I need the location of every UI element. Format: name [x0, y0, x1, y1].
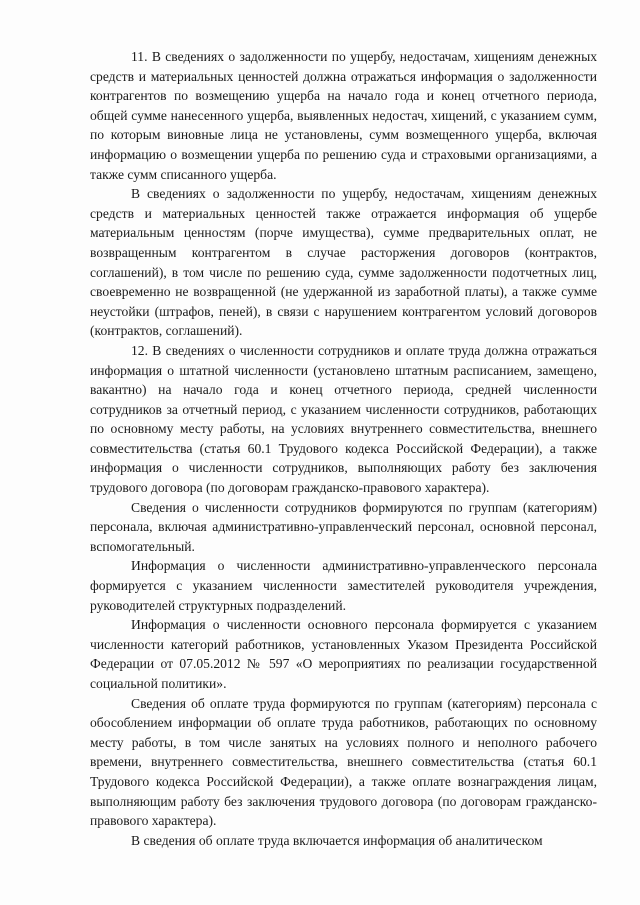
paragraph-pay-info: Сведения об оплате труда формируются по группам (категориям) персонала с обособлением информации об оплате труда работников, работающих по основному месту работы, в том числе занятых на условиях полного и неполного рабочего времени, внутреннего совместительства, внешнего совместительства (статья 60.1 Трудового кодекса Российской Федерации), а также оплате вознаграждения лицам, выполняющим работу без заключения трудового договора (по договорам гражданско-правового характера). [90, 695, 597, 829]
paragraph-staff-count: 12. В сведениях о численности сотрудников и оплате труда должна отражаться информация о штатной численности (установлено штатным расписанием, замещено, вакантно) на начало года и конец отчетного периода, средней численности сотрудников за отчетный период, с указанием численности сотрудников, работающих по основному месту работы, на условиях внутреннего совместительства, внешнего совместительства (статья 60.1 Трудового кодекса Российской Федерации), а также информация о численности сотрудников, выполняющих работу без заключения трудового договора (по договорам гражданско-правового характера). [90, 342, 597, 496]
paragraph-staff-groups: Сведения о численности сотрудников формируются по группам (категориям) персонала, включая административно-управленческий персонал, основной персонал, вспомогательный. [90, 499, 597, 554]
paragraph-pay-analytics: В сведения об оплате труда включается информация об аналитическом [131, 832, 543, 848]
paragraph-main-staff: Информация о численности основного персонала формируется с указанием численности категорий работников, установленных Указом Президента Российской Федерации от 07.05.2012 № 597 «О мероприятиях по реализации государственной социальной политики». [90, 617, 597, 691]
paragraph-damage-details: В сведениях о задолженности по ущербу, недостачам, хищениям денежных средств и материальных ценностей также отражается информация об ущербе материальным ценностям (порче имущества), сумме предварительных оплат, не возвращенным контрагентом в случае расторжения договоров (контрактов, соглашений), в том числе по решению суда, сумме задолженности подотчетных лиц, своевременно не возвращенной (не удержанной из заработной платы), а также сумме неустойки (штрафов, пеней), в связи с нарушением контрагентом условий договоров (контрактов, соглашений). [90, 186, 597, 339]
paragraph-damage-debt: 11. В сведениях о задолженности по ущербу, недостачам, хищениям денежных средств и материальных ценностей должна отражаться информация о задолженности контрагентов по возмещению ущерба на начало года и конец отчетного периода, общей сумме нанесенного ущерба, выявленных недостач, хищений, с указанием сумм, по которым виновные лица не установлены, сумм возмещенного ущерба, включая информацию о возмещении ущерба по решению суда и страховыми организациями, а также сумм списанного ущерба. [90, 49, 597, 182]
paragraph-admin-staff: Информация о численности административно-управленческого персонала формируется с указанием численности заместителей руководителя учреждения, руководителей структурных подразделений. [90, 558, 597, 613]
document-body [90, 47, 597, 850]
